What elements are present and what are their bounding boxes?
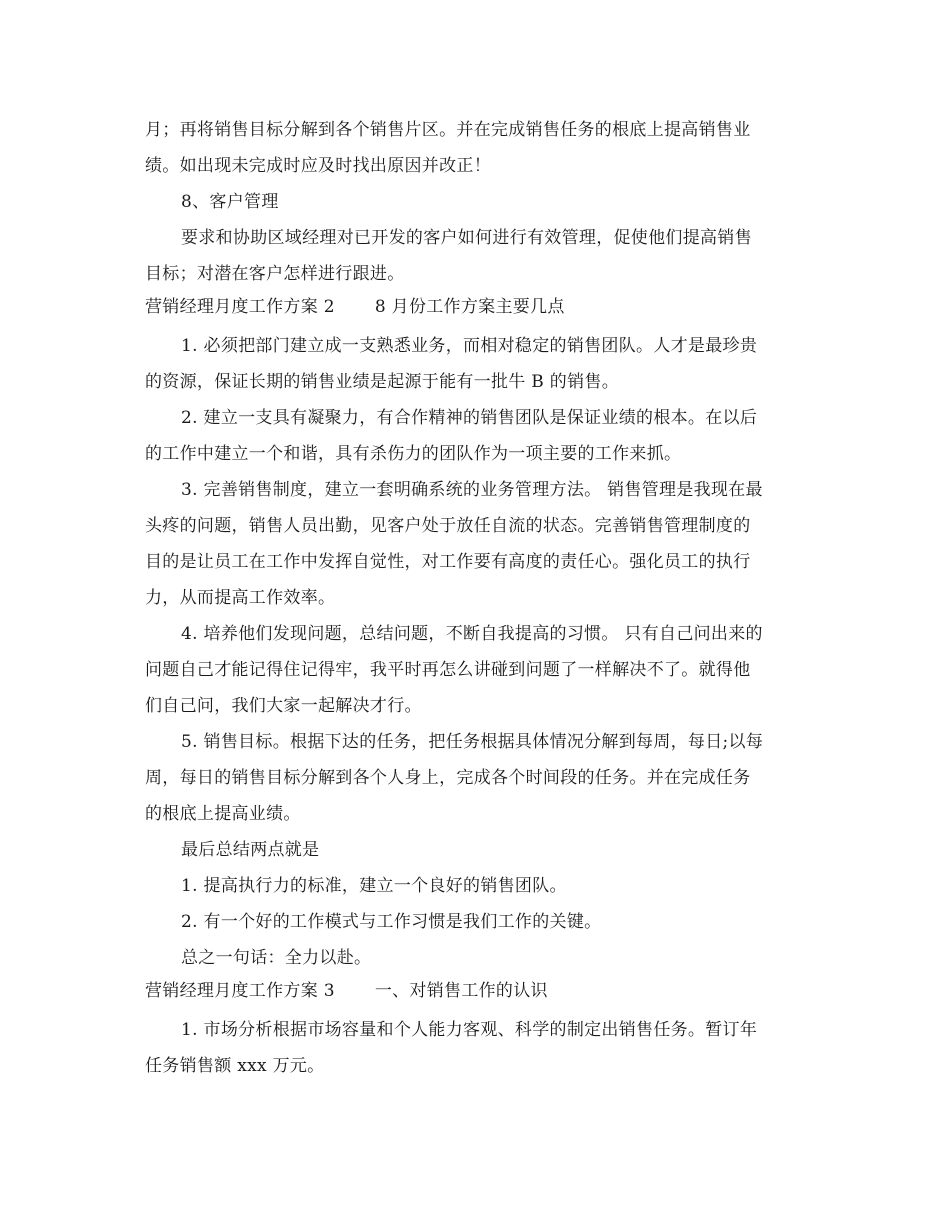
text-line: 的工作中建立一个和谐，具有杀伤力的团队作为一项主要的工作来抓。 (145, 444, 682, 464)
text-line: 的根底上提高业绩。 (145, 804, 301, 824)
paragraph (145, 868, 805, 904)
text-line: 2. 建立一支具有凝聚力，有合作精神的销售团队是保证业绩的根本。在以后 (181, 408, 758, 428)
text-line: 1. 提高执行力的标准，建立一个良好的销售团队。 (181, 876, 567, 896)
text-line: 问题自己才能记得住记得牢，我平时再怎么讲碰到问题了一样解决不了。就得他 (145, 660, 751, 680)
section-heading (145, 292, 805, 328)
text-line: 最后总结两点就是 (181, 840, 320, 860)
text-line: 2. 有一个好的工作模式与工作习惯是我们工作的关键。 (181, 912, 602, 932)
text-line: 目的是让员工在工作中发挥自觉性，对工作要有高度的责任心。强化员工的执行 (145, 552, 751, 572)
section-heading-title: 营销经理月度工作方案 3 (145, 981, 335, 1001)
text-line: 周，每日的销售目标分解到各个人身上，完成各个时间段的任务。并在完成任务 (145, 768, 751, 788)
text-line: 目标；对潜在客户怎样进行跟进。 (145, 264, 405, 284)
text-line: 1. 必须把部门建立成一支熟悉业务，而相对稳定的销售团队。人才是最珍贵 (181, 336, 758, 356)
paragraph (145, 940, 805, 976)
paragraph (145, 1012, 805, 1084)
document-body (145, 112, 805, 1084)
text-line: 要求和协助区域经理对已开发的客户如何进行有效管理，促使他们提高销售 (181, 228, 752, 248)
text-line: 总之一句话：全力以赴。 (181, 948, 372, 968)
paragraph (145, 616, 805, 724)
text-line: 月；再将销售目标分解到各个销售片区。并在完成销售任务的根底上提高销售业 (145, 120, 751, 140)
paragraph (145, 184, 805, 220)
paragraph (145, 832, 805, 868)
paragraph (145, 220, 805, 292)
section-heading-subtitle: 8 月份工作方案主要几点 (374, 297, 565, 317)
paragraph (145, 112, 805, 184)
text-line: 5. 销售目标。根据下达的任务，把任务根据具体情况分解到每周，每日;以每 (181, 732, 764, 752)
text-line: 的资源，保证长期的销售业绩是起源于能有一批牛 B 的销售。 (145, 372, 619, 392)
paragraph (145, 904, 805, 940)
section-heading (145, 976, 805, 1012)
paragraph (145, 472, 805, 616)
text-line: 8、客户管理 (181, 192, 279, 212)
text-line: 任务销售额 xxx 万元。 (145, 1056, 325, 1076)
text-line: 头疼的问题，销售人员出勤，见客户处于放任自流的状态。完善销售管理制度的 (145, 516, 751, 536)
text-line: 3. 完善销售制度，建立一套明确系统的业务管理方法。 销售管理是我现在最 (181, 480, 763, 500)
paragraph (145, 724, 805, 832)
text-line: 4. 培养他们发现问题，总结问题，不断自我提高的习惯。 只有自己问出来的 (181, 624, 763, 644)
section-heading-subtitle: 一、对销售工作的认识 (374, 981, 548, 1001)
section-heading-title: 营销经理月度工作方案 2 (145, 297, 335, 317)
text-line: 绩。如出现未完成时应及时找出原因并改正！ (145, 156, 491, 176)
text-line: 们自己问，我们大家一起解决才行。 (145, 696, 422, 716)
paragraph (145, 328, 805, 400)
paragraph (145, 400, 805, 472)
text-line: 1. 市场分析根据市场容量和个人能力客观、科学的制定出销售任务。暂订年 (181, 1020, 758, 1040)
text-line: 力，从而提高工作效率。 (145, 588, 336, 608)
